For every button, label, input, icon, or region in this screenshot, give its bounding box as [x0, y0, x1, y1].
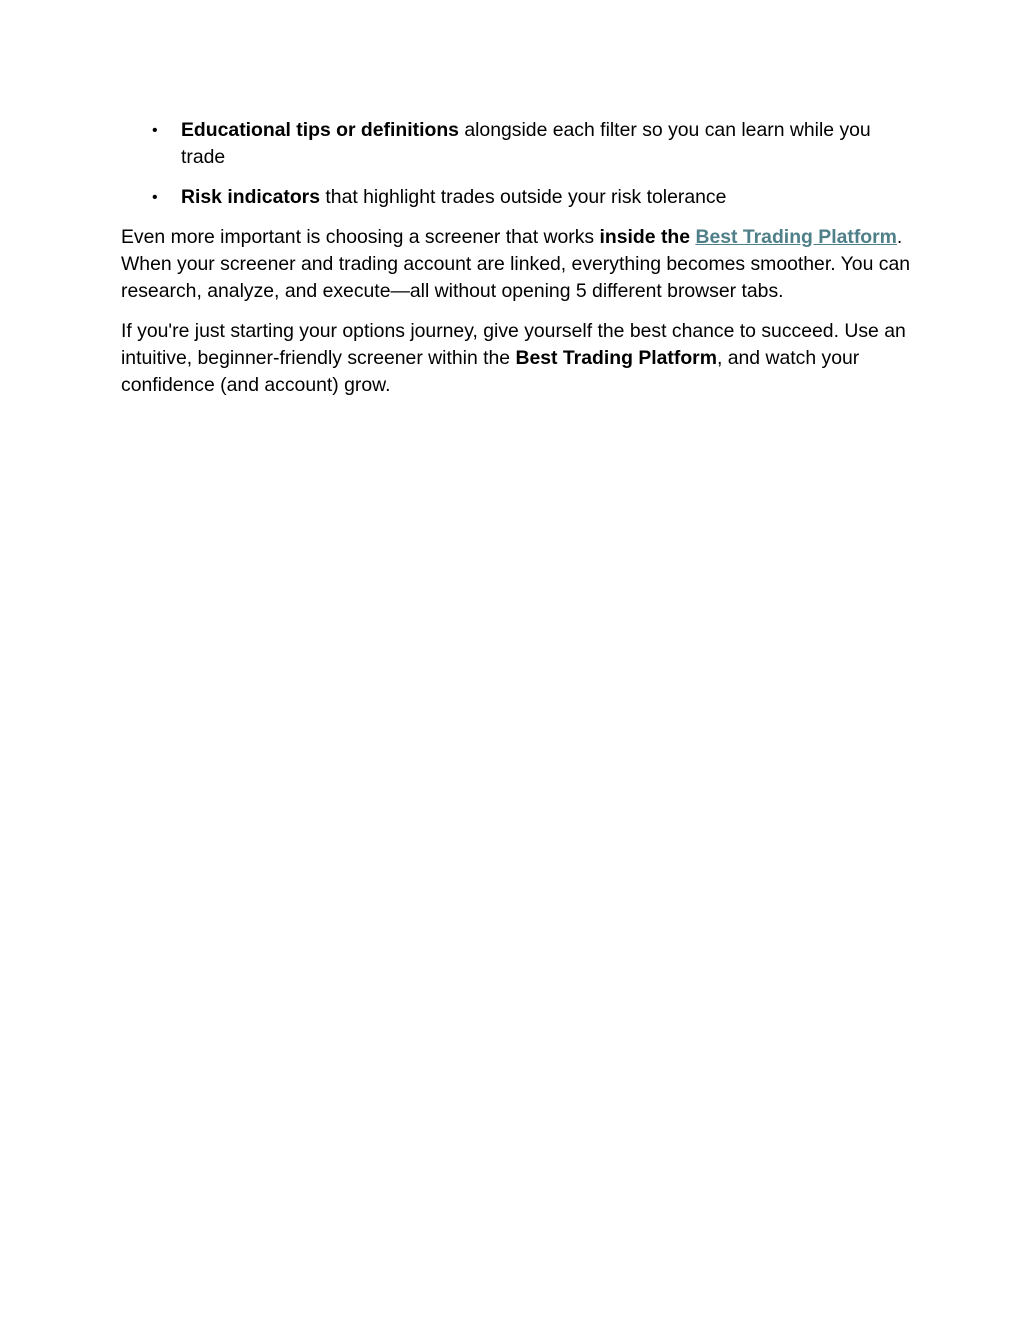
paragraph-screener-platform — [121, 224, 911, 305]
paragraph-text: If you're just starting your options journey, give yourself the best chance to succeed. Use an intuitive, beginner-friendly screener within the — [121, 320, 906, 369]
document-content — [121, 117, 911, 412]
paragraph-bold-text: inside the — [599, 226, 691, 248]
bullet-bold-text: Educational tips or definitions — [181, 119, 459, 141]
bullet-bold-text: Risk indicators — [181, 186, 321, 208]
bullet-icon: • — [152, 189, 158, 206]
paragraph-getting-started — [121, 318, 911, 399]
paragraph-text: , and watch your confidence (and account) grow. — [121, 347, 860, 396]
bullet-text: alongside each filter so you can learn while you trade — [181, 119, 871, 168]
best-trading-platform-link[interactable]: Best Trading Platform — [695, 226, 897, 248]
feature-bullet-list — [121, 117, 911, 211]
paragraph-text: . When your screener and trading account are linked, everything becomes smoother. You can research, analyze, and execute—all without opening 5 different browser tabs. — [121, 226, 911, 302]
bullet-icon: • — [152, 122, 158, 139]
paragraph-text: Even more important is choosing a screener that works — [121, 226, 600, 248]
paragraph-bold-text: Best Trading Platform — [515, 347, 717, 369]
bullet-text: that highlight trades outside your risk tolerance — [320, 186, 727, 208]
list-item — [121, 117, 911, 171]
list-item — [121, 184, 911, 211]
